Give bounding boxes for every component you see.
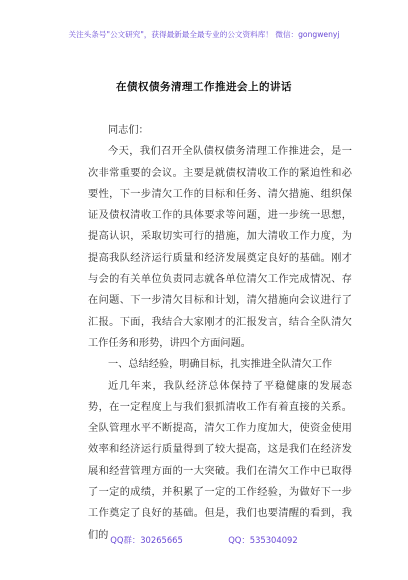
greeting: 同志们：: [108, 125, 149, 136]
section-heading: 一、总结经验，明确目标，扎实推进全队清欠工作: [108, 359, 333, 371]
footer-qq: QQ：535304092: [228, 535, 298, 545]
paragraph-intro: 今天，我们召开全队债权债务清理工作推进会，是一次非常重要的会议。主要是就债权清收工作的紧迫性和必要性，下一步清欠工作的目标和任务、清欠措施、组织保证及债权清收工作的具体要求等问题，进一步统一思想，提高认识，采取切实可行的措施，加大清收工作力度，为提高我队经济运行质量和经济发展奠定良好的基础。刚才与会的有关单位负责同志就各单位清欠工作完成情况、存在问题、下一步清欠目标和计划，清欠措施向会议进行了汇报。下面，我结合大家刚才的汇报发言，结合全队清欠工作任务和形势，讲四个方面问题。: [88, 146, 352, 349]
paragraph-body: 近几年来，我队经济总体保持了平稳健康的发展态势，在一定程度上与我们狠抓清收工作有着直接的关系。全队管理水平不断提高，清欠工作力度加大，使资金使用效率和经济运行质量得到了较大提高，这是我们在经济发展和经营管理方面的一大突破。我们在清欠工作中已取得了一定的成绩，并积累了一定的工作经验，为做好下一步工作奠定了良好的基础。但是，我们也要清醒的看到，我们的: [88, 380, 352, 541]
header-banner: 关注头条号"公文研究"，获得最新最全最专业的公文资料库！ 微信：gongwenyj: [68, 30, 340, 39]
footer: [0, 534, 408, 546]
footer-qq-group: QQ群：30265665: [110, 535, 183, 545]
document-body: [88, 120, 352, 546]
document-title: 在债权债务清理工作推进会上的讲话: [116, 81, 292, 93]
